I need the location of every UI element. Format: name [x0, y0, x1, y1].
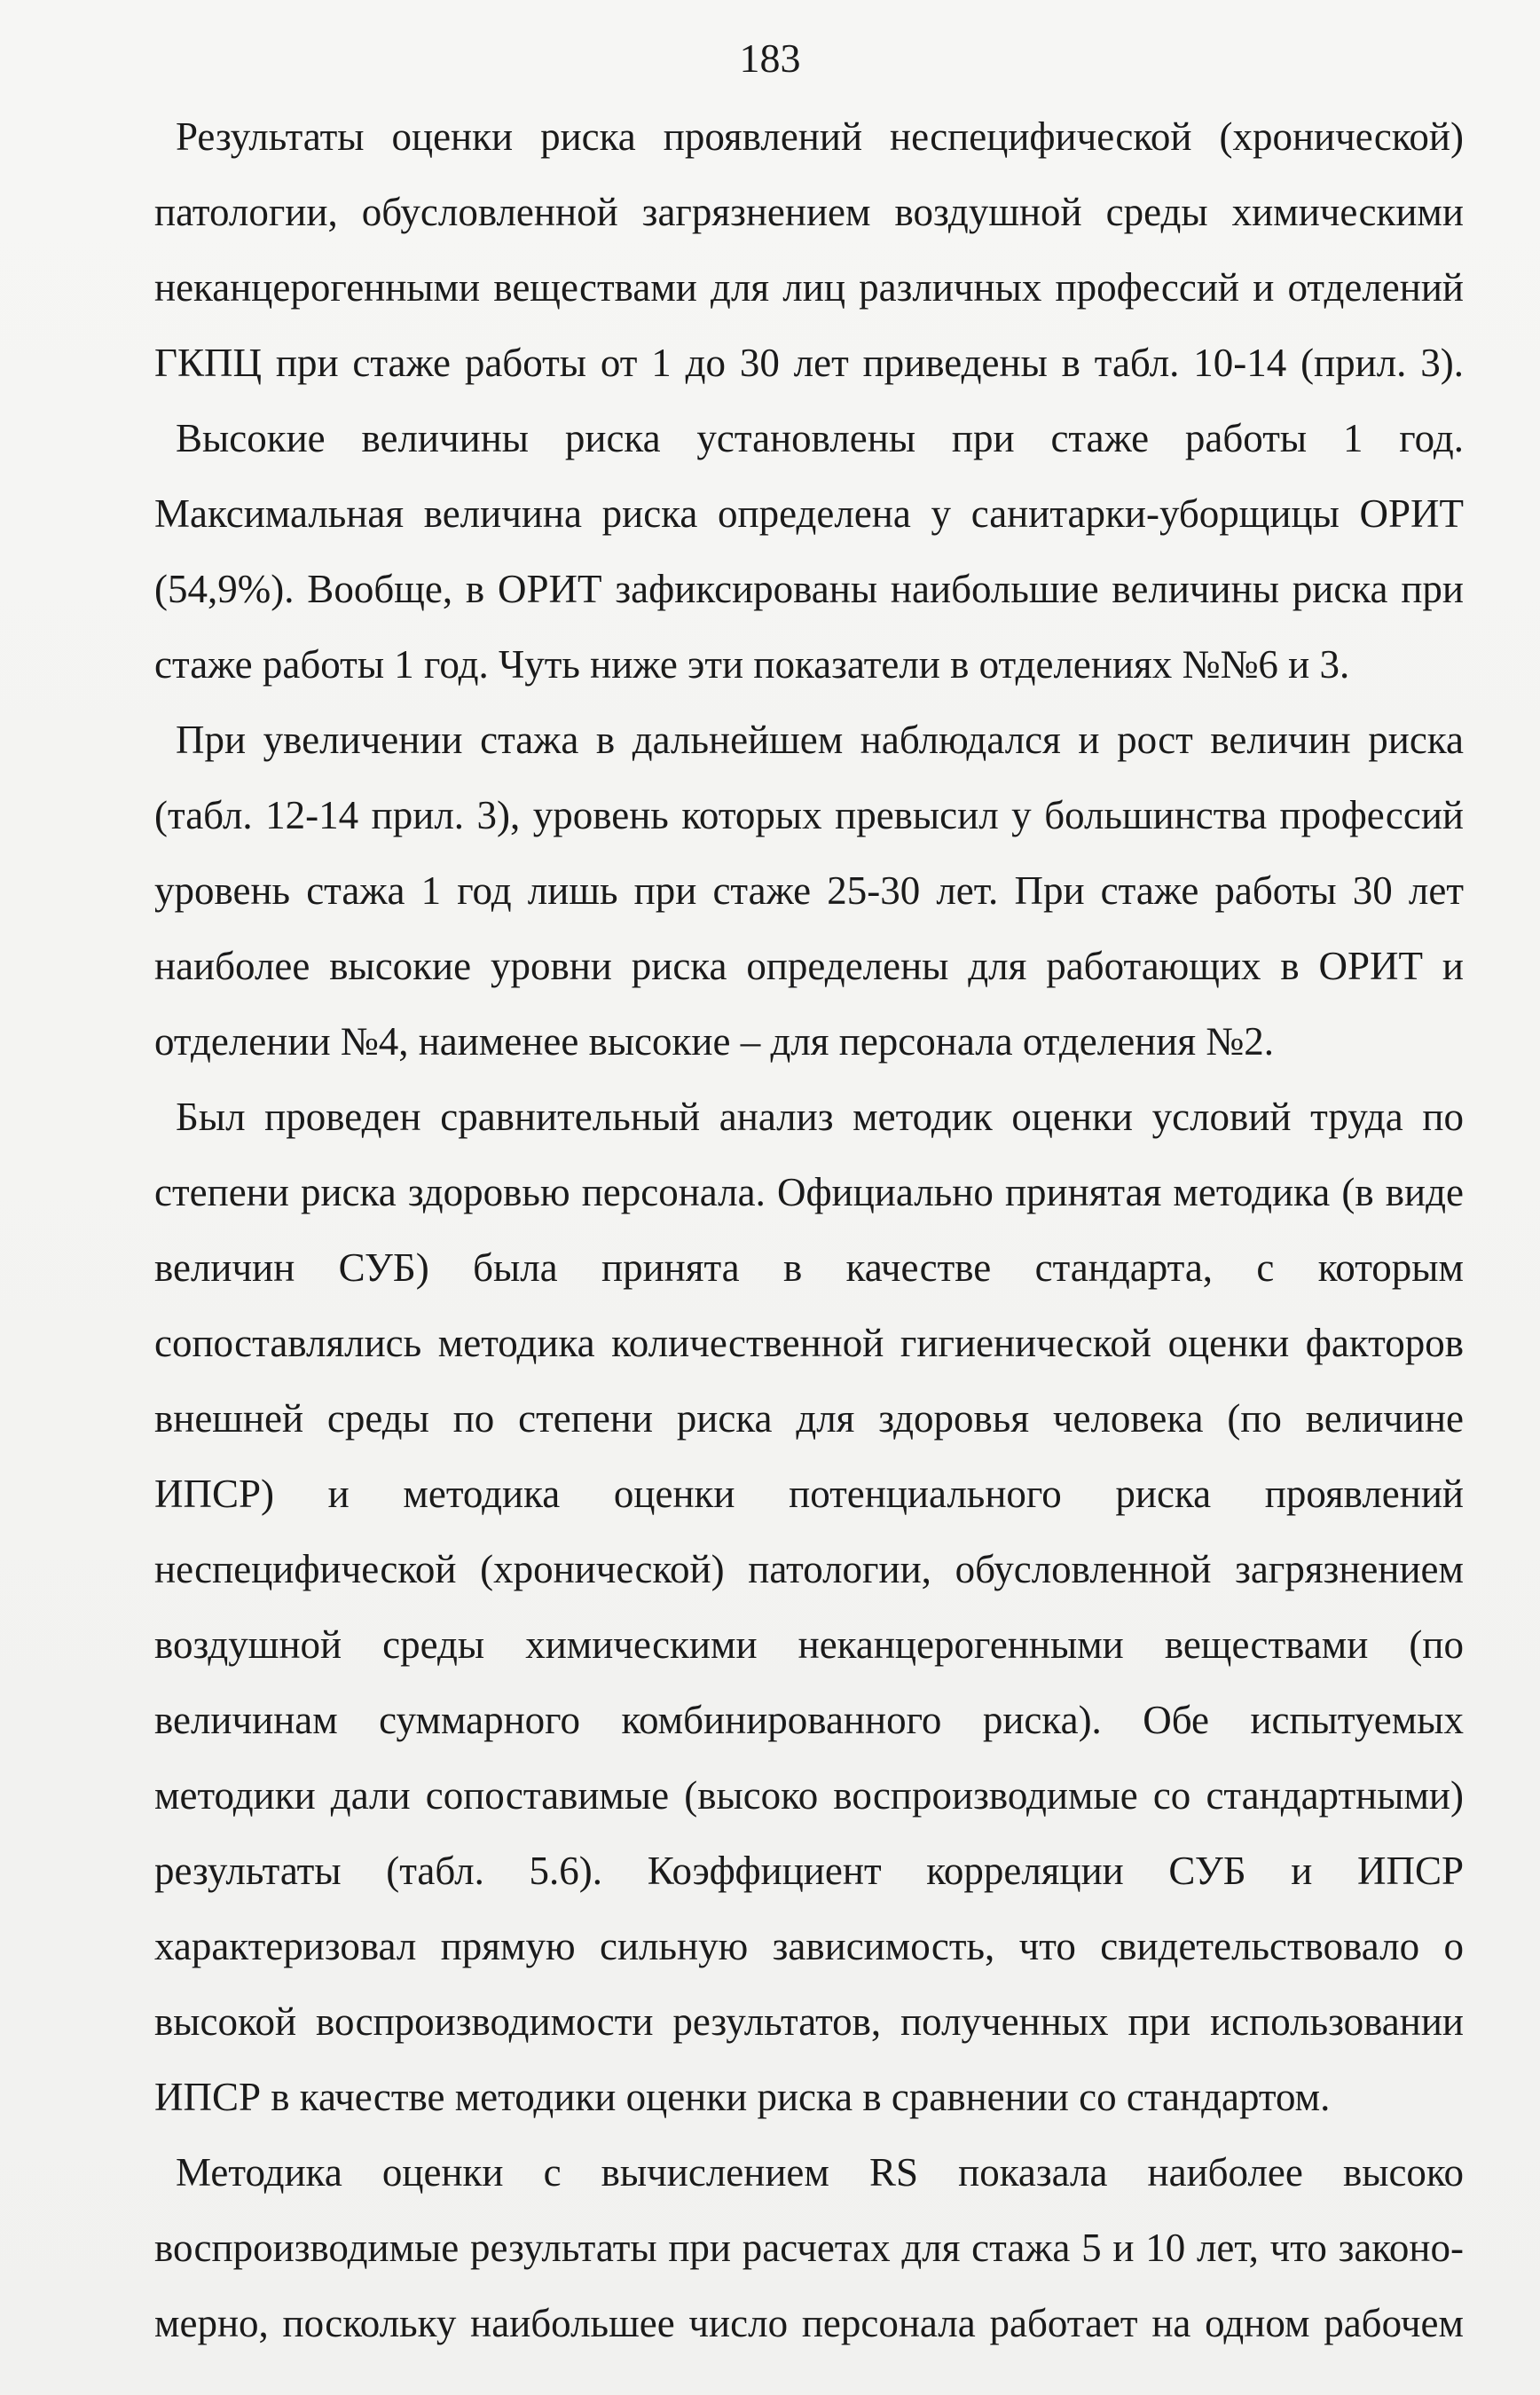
text-line: уровень стажа 1 год лишь при стаже 25-30 лет. При стаже работы 30 лет: [154, 868, 1464, 913]
text-line: высокой воспроизводимости результатов, полученных при использовании: [154, 1999, 1464, 2044]
text-line: величин СУБ) была принята в качестве стандарта, с которым: [154, 1245, 1464, 1290]
text-line: отделении №4, наименее высокие – для персонала отделения №2.: [154, 1019, 1274, 1064]
text-line: методики дали сопоставимые (высоко воспроизводимые со стандартными): [154, 1773, 1464, 1818]
body-text: [133, 99, 1464, 2361]
text-line: ГКПЦ при стаже работы от 1 до 30 лет приведены в табл. 10-14 (прил. 3).: [154, 341, 1464, 385]
text-line: характеризовал прямую сильную зависимость, что свидетельствовало о: [154, 1924, 1464, 1968]
text-line: воздушной среды химическими неканцерогенными веществами (по: [154, 1622, 1464, 1667]
text-line: воспроизводимые результаты при расчетах для стажа 5 и 10 лет, что законо-: [154, 2226, 1464, 2270]
paragraph-1: [133, 99, 1464, 401]
text-line: ИПСР) и методика оценки потенциального риска проявлений: [154, 1472, 1464, 1516]
text-line: результаты (табл. 5.6). Коэффициент корреляции СУБ и ИПСР: [154, 1849, 1464, 1893]
text-line: Максимальная величина риска определена у санитарки-уборщицы ОРИТ: [154, 491, 1464, 536]
text-line: наиболее высокие уровни риска определены для работающих в ОРИТ и: [154, 944, 1464, 988]
paragraph-3: [133, 703, 1464, 1080]
text-line: неканцерогенными веществами для лиц различных профессий и отделений: [154, 265, 1464, 310]
text-line: величинам суммарного комбинированного риска). Обе испытуемых: [154, 1698, 1464, 1742]
text-line: мерно, поскольку наибольшее число персонала работает на одном рабочем: [154, 2301, 1464, 2345]
text-line: неспецифической (хронической) патологии, обусловленной загрязнением: [154, 1547, 1464, 1591]
text-line: Результаты оценки риска проявлений неспецифической (хронической): [176, 114, 1464, 159]
text-line: При увеличении стажа в дальнейшем наблюдался и рост величин риска: [176, 718, 1464, 762]
text-line: ИПСР в качестве методики оценки риска в сравнении со стандартом.: [154, 2075, 1331, 2119]
text-line: внешней среды по степени риска для здоровья человека (по величине: [154, 1396, 1464, 1441]
text-line: степени риска здоровью персонала. Официально принятая методика (в виде: [154, 1170, 1464, 1214]
text-line: патологии, обусловленной загрязнением воздушной среды химическими: [154, 190, 1464, 234]
text-line: Высокие величины риска установлены при стаже работы 1 год.: [176, 416, 1464, 460]
text-line: сопоставлялись методика количественной гигиенической оценки факторов: [154, 1321, 1464, 1365]
paragraph-4: [133, 1080, 1464, 2135]
page-number: 183: [739, 35, 801, 81]
paragraph-2: [133, 401, 1464, 703]
text-line: Методика оценки с вычислением RS показала наиболее высоко: [176, 2150, 1464, 2195]
text-line: Был проведен сравнительный анализ методик оценки условий труда по: [176, 1095, 1464, 1139]
text-line: (54,9%). Вообще, в ОРИТ зафиксированы наибольшие величины риска при: [154, 567, 1464, 611]
text-line: (табл. 12-14 прил. 3), уровень которых превысил у большинства профессий: [154, 793, 1464, 837]
paragraph-5: [133, 2135, 1464, 2361]
text-line: стаже работы 1 год. Чуть ниже эти показатели в отделениях №№6 и 3.: [154, 642, 1350, 687]
